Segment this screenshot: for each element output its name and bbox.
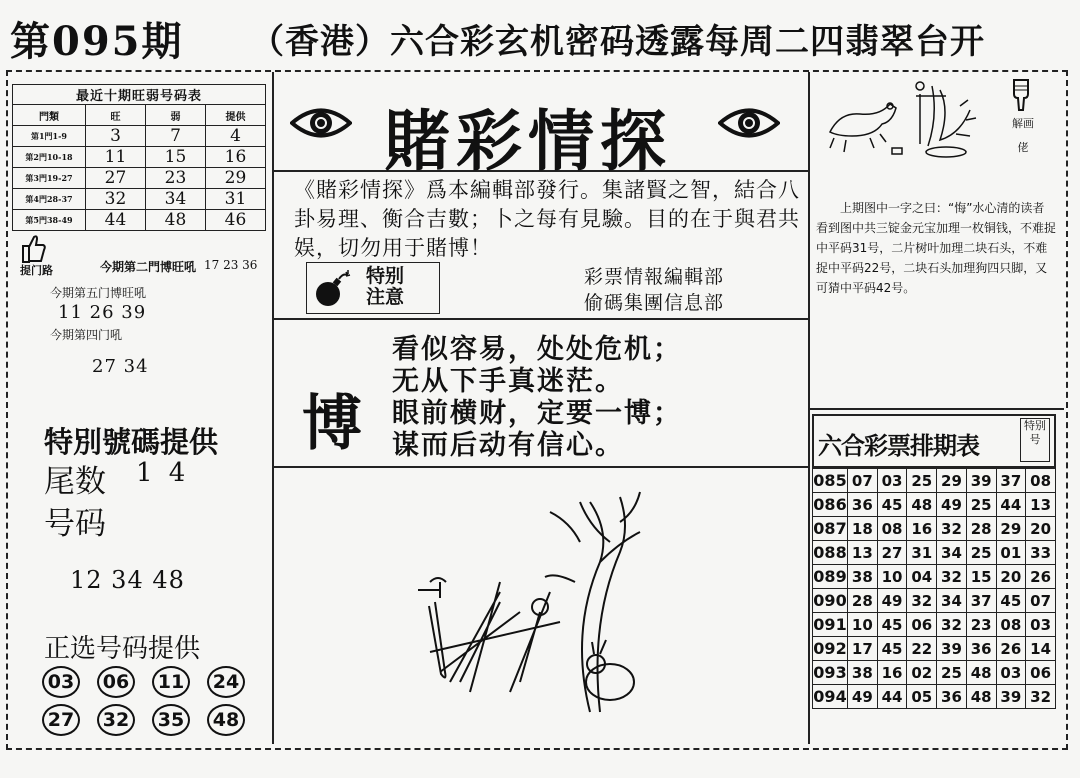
- table-row: [13, 168, 266, 189]
- number-cell: 25: [937, 661, 967, 685]
- number-cell: 39: [937, 637, 967, 661]
- number-cell: 18: [848, 517, 878, 541]
- number-cell: 25: [966, 493, 996, 517]
- number-cell: 17: [848, 637, 878, 661]
- number-cell: 39: [966, 469, 996, 493]
- number-cell: 08: [996, 613, 1026, 637]
- number-cell: 01: [996, 541, 1026, 565]
- issue-cell: 094: [813, 685, 848, 709]
- number-cell: 34: [937, 589, 967, 613]
- number-cell: 33: [1026, 541, 1056, 565]
- number-cell: 31: [907, 541, 937, 565]
- signature-line: 彩票情報編輯部: [584, 266, 725, 288]
- issue-cell: 089: [813, 565, 848, 589]
- issue-cell: 087: [813, 517, 848, 541]
- number-cell: 20: [1026, 517, 1056, 541]
- number-cell: 36: [937, 685, 967, 709]
- poem: [392, 334, 682, 462]
- special-column-label: 特别号: [1020, 418, 1050, 462]
- code-label: 号码: [44, 506, 106, 542]
- number-cell: 16: [877, 661, 907, 685]
- gate2-numbers: 17 23 36: [204, 258, 258, 272]
- draw-schedule: [812, 414, 1056, 709]
- number-cell: 22: [907, 637, 937, 661]
- puzzle-drawing-illustration: [400, 482, 660, 722]
- number-cell: 38: [848, 661, 878, 685]
- issue-cell: 090: [813, 589, 848, 613]
- poem-line: 无从下手真迷茫。: [392, 366, 624, 397]
- table-cell: 15: [146, 147, 206, 168]
- table-row: [813, 637, 1056, 661]
- notice-text: [366, 266, 404, 308]
- number-cell: 32: [937, 517, 967, 541]
- number-cell: 32: [937, 565, 967, 589]
- table-row: [813, 469, 1056, 493]
- number-cell: 48: [966, 661, 996, 685]
- number-cell: 08: [877, 517, 907, 541]
- number-cell: 13: [1026, 493, 1056, 517]
- number-cell: 32: [1026, 685, 1056, 709]
- gate5-label: 今期第五门博旺吼: [50, 286, 147, 300]
- row-label: 第4門28-37: [13, 189, 86, 210]
- number-cell: 04: [907, 565, 937, 589]
- number-cell: 15: [966, 565, 996, 589]
- number-ball: 03: [42, 666, 80, 698]
- number-ball: 06: [97, 666, 135, 698]
- code-numbers: 12 34 48: [70, 566, 185, 594]
- table-cell: 11: [86, 147, 146, 168]
- issue-cell: 088: [813, 541, 848, 565]
- number-cell: 14: [1026, 637, 1056, 661]
- poem-line: 眼前横财，定要一博；: [392, 398, 682, 429]
- number-cell: 37: [996, 469, 1026, 493]
- number-cell: 49: [848, 685, 878, 709]
- issue-cell: 085: [813, 469, 848, 493]
- table-row: [813, 685, 1056, 709]
- row-label: 第5門38-49: [13, 210, 86, 231]
- number-cell: 10: [877, 565, 907, 589]
- page-title: （香港）六合彩玄机密码透露每周二四翡翠台开: [250, 22, 985, 62]
- number-cell: 26: [1026, 565, 1056, 589]
- table-row: [813, 613, 1056, 637]
- number-cell: 44: [996, 493, 1026, 517]
- puzzle-label: 解画佬: [1012, 117, 1034, 154]
- table-header: 弱: [146, 105, 206, 126]
- page-header: [10, 6, 1070, 66]
- schedule-title: 六合彩票排期表: [818, 432, 979, 460]
- number-cell: 48: [966, 685, 996, 709]
- special-number-title: 特別號碼提供: [44, 425, 219, 459]
- number-ball: 11: [152, 666, 190, 698]
- issue-cell: 093: [813, 661, 848, 685]
- number-cell: 45: [877, 493, 907, 517]
- table-row: [13, 210, 266, 231]
- table-header: 門類: [13, 105, 86, 126]
- number-cell: 25: [966, 541, 996, 565]
- number-cell: 36: [848, 493, 878, 517]
- table-cell: 29: [206, 168, 266, 189]
- table-header: 旺: [86, 105, 146, 126]
- number-cell: 03: [996, 661, 1026, 685]
- table-row: [13, 126, 266, 147]
- eye-icon: [718, 104, 780, 142]
- number-cell: 28: [848, 589, 878, 613]
- number-cell: 06: [1026, 661, 1056, 685]
- poem-line: 谋而后动有信心。: [392, 430, 624, 461]
- pointing-hand-icon: [1010, 78, 1032, 112]
- bomb-icon: [312, 270, 352, 308]
- tips-label: 提门路: [20, 264, 53, 277]
- row-label: 第1門1-9: [13, 126, 86, 147]
- banner-title: 賭彩情探: [384, 103, 672, 180]
- number-cell: 16: [907, 517, 937, 541]
- number-cell: 26: [996, 637, 1026, 661]
- table-cell: 4: [206, 126, 266, 147]
- schedule-table: [812, 468, 1056, 709]
- number-cell: 02: [907, 661, 937, 685]
- selection-balls: [42, 666, 262, 736]
- table-row: [813, 541, 1056, 565]
- puzzle-drawing-icon: [820, 76, 988, 168]
- table-cell: 23: [146, 168, 206, 189]
- poem-key-char: 博: [302, 389, 362, 459]
- notice-line: 特别: [366, 265, 405, 287]
- number-cell: 13: [848, 541, 878, 565]
- number-cell: 49: [937, 493, 967, 517]
- issue-number: 第095期: [10, 18, 184, 65]
- table-header: 提供: [206, 105, 266, 126]
- thumbs-up-icon: [20, 232, 46, 264]
- table-row: [813, 565, 1056, 589]
- table-cell: 7: [146, 126, 206, 147]
- number-ball: 27: [42, 704, 80, 736]
- divider: [808, 408, 1064, 410]
- table-row: [813, 493, 1056, 517]
- table-cell: 46: [206, 210, 266, 231]
- schedule-header: [812, 414, 1056, 468]
- table-row: [813, 517, 1056, 541]
- number-cell: 07: [1026, 589, 1056, 613]
- number-cell: 38: [848, 565, 878, 589]
- number-cell: 29: [996, 517, 1026, 541]
- number-cell: 34: [937, 541, 967, 565]
- table-row: [813, 661, 1056, 685]
- notice-line: 注意: [366, 286, 405, 308]
- number-cell: 06: [907, 613, 937, 637]
- number-cell: 08: [1026, 469, 1056, 493]
- table-row: [813, 589, 1056, 613]
- issue-cell: 092: [813, 637, 848, 661]
- table-cell: 44: [86, 210, 146, 231]
- tail-numbers: 1 4: [136, 458, 190, 488]
- selection-title: 正选号码提供: [44, 634, 201, 664]
- number-cell: 32: [907, 589, 937, 613]
- intro-text: 《賭彩情探》爲本編輯部發行。集諸賢之智，結合八卦易理、衡合吉數；卜之每有見驗。目的在于與君共娱，切勿用于賭博！: [294, 178, 800, 260]
- number-cell: 45: [996, 589, 1026, 613]
- poem-line: 看似容易，处处危机；: [392, 334, 682, 365]
- issue-cell: 091: [813, 613, 848, 637]
- table-cell: 31: [206, 189, 266, 210]
- gate2-label: 今期第二門博旺吼: [100, 260, 197, 274]
- gate5-numbers: 11 26 39: [58, 302, 147, 323]
- gate4-numbers: 27 34: [92, 356, 149, 377]
- table-cell: 3: [86, 126, 146, 147]
- issue-cell: 086: [813, 493, 848, 517]
- eye-icon: [290, 104, 352, 142]
- table-cell: 16: [206, 147, 266, 168]
- number-cell: 32: [937, 613, 967, 637]
- number-cell: 39: [996, 685, 1026, 709]
- number-cell: 48: [907, 493, 937, 517]
- divider: [274, 466, 808, 468]
- number-ball: 32: [97, 704, 135, 736]
- row-label: 第3門19-27: [13, 168, 86, 189]
- table-row: [13, 147, 266, 168]
- number-cell: 03: [877, 469, 907, 493]
- number-cell: 36: [966, 637, 996, 661]
- divider: [274, 318, 808, 320]
- number-ball: 24: [207, 666, 245, 698]
- number-cell: 25: [907, 469, 937, 493]
- number-cell: 10: [848, 613, 878, 637]
- table-cell: 27: [86, 168, 146, 189]
- tail-label: 尾数: [44, 464, 106, 500]
- signature-line: 偷碼集團信息部: [584, 292, 725, 314]
- number-cell: 44: [877, 685, 907, 709]
- number-cell: 28: [966, 517, 996, 541]
- table-cell: 48: [146, 210, 206, 231]
- number-cell: 23: [966, 613, 996, 637]
- number-ball: 48: [207, 704, 245, 736]
- number-cell: 45: [877, 613, 907, 637]
- table-row: [13, 189, 266, 210]
- number-cell: 49: [877, 589, 907, 613]
- number-cell: 05: [907, 685, 937, 709]
- table-cell: 34: [146, 189, 206, 210]
- number-cell: 37: [966, 589, 996, 613]
- table-cell: 32: [86, 189, 146, 210]
- recent-hot-cold-table: [12, 84, 266, 231]
- number-cell: 27: [877, 541, 907, 565]
- number-cell: 45: [877, 637, 907, 661]
- number-cell: 03: [1026, 613, 1056, 637]
- recent-table-title: 最近十期旺弱号码表: [13, 85, 266, 105]
- gate4-label: 今期第四门吼: [50, 328, 123, 342]
- number-cell: 29: [937, 469, 967, 493]
- row-label: 第2門10-18: [13, 147, 86, 168]
- puzzle-hint-text: 上期图中一字之曰：“悔”水心清的读者看到图中共三锭金元宝加理一枚铜钱，不难捉中平码31号，二片树叶加理二块石头，不难捉中平码22号，二块石头加理狗四只脚，又可猜中平码42号。: [816, 201, 1057, 295]
- number-cell: 07: [848, 469, 878, 493]
- number-ball: 35: [152, 704, 190, 736]
- number-cell: 20: [996, 565, 1026, 589]
